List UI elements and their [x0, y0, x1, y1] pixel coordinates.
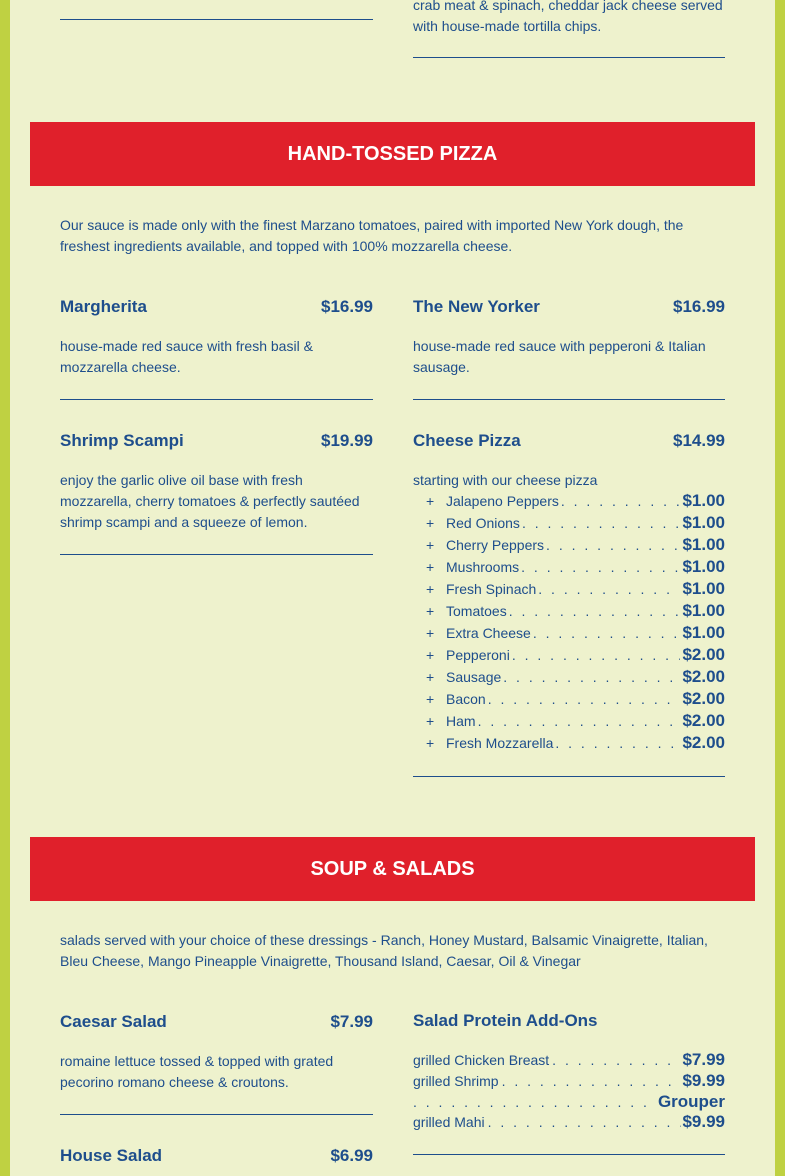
description-line: mozzarella cheese. — [60, 359, 181, 375]
dot-leader — [561, 493, 681, 509]
topping-name: Red Onions — [446, 515, 520, 531]
dot-leader — [533, 625, 681, 641]
topping-name: Mushrooms — [446, 559, 520, 575]
divider — [60, 554, 373, 555]
protein-price: $9.99 — [682, 1112, 725, 1131]
topping-name: Pepperoni — [446, 647, 510, 663]
dot-leader — [512, 647, 681, 663]
description-line: house-made red sauce with fresh basil & — [60, 338, 313, 354]
protein-price: Grouper — [657, 1092, 725, 1111]
protein-row — [413, 1112, 725, 1132]
topping-price: $2.00 — [682, 733, 725, 752]
dot-leader — [555, 735, 680, 751]
topping-price: $2.00 — [682, 667, 725, 686]
dot-leader — [509, 603, 681, 619]
item-name: Salad Protein Add-Ons — [413, 1011, 598, 1030]
plus-icon: + — [426, 735, 435, 751]
topping-price: $1.00 — [682, 513, 725, 532]
topping-row — [413, 601, 725, 623]
topping-row — [413, 711, 725, 733]
dot-leader — [546, 537, 680, 553]
topping-price: $2.00 — [682, 711, 725, 730]
description-line: house-made red sauce with pepperoni & Italian — [413, 338, 706, 354]
topping-name: Sausage — [446, 669, 502, 685]
item-name: The New Yorker — [413, 297, 540, 316]
dot-leader — [522, 515, 681, 531]
topping-price: $1.00 — [682, 557, 725, 576]
description-line: romaine lettuce tossed & topped with grated — [60, 1053, 334, 1069]
description-line: pecorino romano cheese & croutons. — [60, 1074, 289, 1090]
divider — [60, 19, 373, 20]
section-intro — [60, 930, 730, 972]
dot-leader — [488, 1114, 682, 1130]
topping-row — [413, 645, 725, 667]
item-name: Cheese Pizza — [413, 431, 521, 450]
topping-row — [413, 733, 725, 755]
dot-leader — [552, 1052, 681, 1068]
protein-row — [413, 1071, 725, 1091]
topping-price: $1.00 — [682, 623, 725, 642]
topping-price: $1.00 — [682, 491, 725, 510]
protein-name: grilled Mahi — [413, 1114, 485, 1130]
item-name: House Salad — [60, 1146, 163, 1165]
item-name: Margherita — [60, 297, 147, 316]
topping-price: $2.00 — [682, 645, 725, 664]
divider — [413, 399, 725, 400]
plus-icon: + — [426, 669, 435, 685]
item-description: starting with our cheese pizza — [413, 472, 598, 488]
item-description — [413, 0, 733, 37]
topping-price: $1.00 — [682, 579, 725, 598]
topping-row — [413, 579, 725, 601]
plus-icon: + — [426, 581, 435, 597]
divider — [413, 1154, 725, 1155]
plus-icon: + — [426, 691, 435, 707]
description-line: shrimp scampi and a squeeze of lemon. — [60, 514, 308, 530]
topping-name: Tomatoes — [446, 603, 507, 619]
item-description — [60, 336, 373, 378]
dot-leader — [478, 713, 681, 729]
item-price: $6.99 — [330, 1146, 373, 1165]
topping-name: Cherry Peppers — [446, 537, 545, 553]
item-description — [60, 470, 373, 533]
intro-line: salads served with your choice of these dressings - Ranch, Honey Mustard, Balsamic Vinaigrette, Italian, — [60, 932, 708, 948]
protein-row — [413, 1092, 725, 1112]
topping-price: $2.00 — [682, 689, 725, 708]
dot-leader — [538, 581, 680, 597]
topping-name: Extra Cheese — [446, 625, 531, 641]
topping-row — [413, 491, 725, 513]
item-name: Caesar Salad — [60, 1012, 167, 1031]
topping-row — [413, 557, 725, 579]
topping-price: $1.00 — [682, 535, 725, 554]
dot-leader — [502, 1073, 682, 1089]
plus-icon: + — [426, 559, 435, 575]
protein-row — [413, 1050, 725, 1070]
item-name: Shrimp Scampi — [60, 431, 184, 450]
item-description — [413, 336, 725, 378]
divider — [413, 776, 725, 777]
description-line: mozzarella, cherry tomatoes & perfectly sautéed — [60, 493, 360, 509]
plus-icon: + — [426, 537, 435, 553]
topping-row — [413, 535, 725, 557]
intro-line: Our sauce is made only with the finest Marzano tomatoes, paired with imported New York dough, the — [60, 217, 684, 233]
item-price: $14.99 — [673, 431, 725, 450]
item-price: $16.99 — [321, 297, 373, 316]
divider — [60, 1114, 373, 1115]
plus-icon: + — [426, 625, 435, 641]
plus-icon: + — [426, 713, 435, 729]
protein-name: grilled Shrimp — [413, 1073, 499, 1089]
menu-page — [10, 0, 775, 1176]
protein-name: grilled Chicken Breast — [413, 1052, 550, 1068]
section-heading-pizza: HAND-TOSSED PIZZA — [30, 122, 755, 186]
plus-icon: + — [426, 603, 435, 619]
divider — [60, 399, 373, 400]
intro-line: freshest ingredients available, and topped with 100% mozzarella cheese. — [60, 238, 513, 254]
dot-leader — [521, 559, 680, 575]
description-line: sausage. — [413, 359, 470, 375]
description-line: with house-made tortilla chips. — [413, 18, 602, 34]
topping-row — [413, 667, 725, 689]
section-heading-salads: SOUP & SALADS — [30, 837, 755, 901]
divider — [413, 57, 725, 58]
topping-name: Ham — [446, 713, 476, 729]
topping-row — [413, 513, 725, 535]
plus-icon: + — [426, 647, 435, 663]
section-intro — [60, 215, 730, 257]
item-description — [60, 1051, 373, 1093]
plus-icon: + — [426, 493, 435, 509]
topping-row — [413, 689, 725, 711]
item-price: $19.99 — [321, 431, 373, 450]
topping-name: Jalapeno Peppers — [446, 493, 559, 509]
topping-name: Fresh Spinach — [446, 581, 537, 597]
protein-price: $7.99 — [682, 1050, 725, 1069]
plus-icon: + — [426, 515, 435, 531]
item-price: $7.99 — [330, 1012, 373, 1031]
intro-line: Bleu Cheese, Mango Pineapple Vinaigrette, Thousand Island, Caesar, Oil & Vinegar — [60, 953, 581, 969]
description-line: crab meat & spinach, cheddar jack cheese served — [413, 0, 723, 13]
topping-name: Fresh Mozzarella — [446, 735, 554, 751]
dot-leader — [488, 691, 681, 707]
topping-name: Bacon — [446, 691, 486, 707]
item-price: $16.99 — [673, 297, 725, 316]
dot-leader — [503, 669, 680, 685]
topping-price: $1.00 — [682, 601, 725, 620]
dot-leader — [413, 1094, 657, 1110]
protein-price: $9.99 — [682, 1071, 725, 1090]
description-line: enjoy the garlic olive oil base with fresh — [60, 472, 303, 488]
topping-row — [413, 623, 725, 645]
